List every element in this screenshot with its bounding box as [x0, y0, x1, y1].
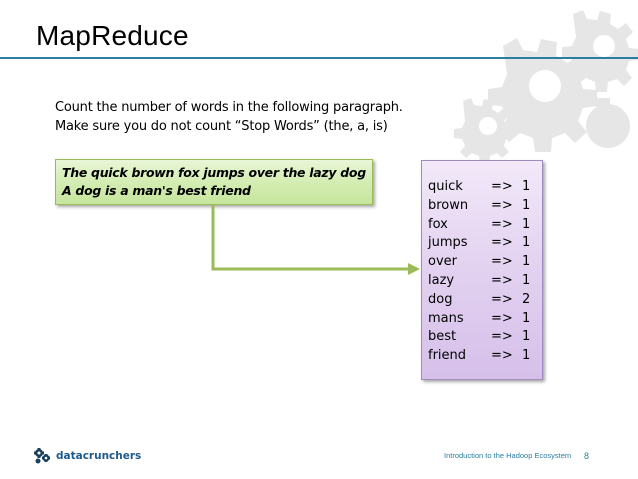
result-word: fox — [428, 216, 448, 232]
result-word: friend — [428, 348, 467, 364]
result-word: quick — [428, 179, 463, 194]
result-count: 2 — [522, 291, 531, 307]
result-count: 1 — [522, 235, 531, 251]
result-arrow: => — [491, 216, 513, 232]
result-count: 1 — [522, 348, 531, 364]
result-word: mans — [428, 310, 464, 326]
result-row — [428, 347, 542, 366]
slide-title: MapReduce — [36, 20, 189, 51]
result-count: 1 — [522, 310, 531, 326]
result-arrow: => — [491, 197, 513, 213]
result-count: 1 — [522, 216, 531, 232]
datacrunchers-logo-icon — [32, 446, 52, 466]
result-count: 1 — [522, 254, 531, 270]
result-row — [428, 234, 542, 253]
result-row — [428, 178, 542, 197]
result-word: brown — [428, 197, 469, 213]
result-count: 1 — [522, 197, 531, 213]
result-arrow: => — [491, 291, 513, 307]
result-arrow: => — [491, 329, 513, 345]
instructions-text — [55, 98, 403, 136]
result-word: best — [428, 329, 457, 345]
input-paragraph-box — [55, 159, 373, 205]
result-word: dog — [428, 291, 453, 307]
word-count-result-box — [421, 160, 543, 380]
footer-caption: Introduction to the Hadoop Ecosystem — [444, 451, 572, 460]
result-arrow: => — [491, 235, 513, 251]
result-row — [428, 328, 542, 347]
input-line: The quick brown fox jumps over the lazy dog — [62, 165, 366, 180]
result-word: jumps — [428, 235, 468, 251]
result-row — [428, 253, 542, 272]
gear-cluster-icon — [408, 6, 638, 166]
result-word: over — [428, 254, 457, 270]
result-arrow: => — [491, 254, 513, 270]
instruction-line: Count the number of words in the following paragraph. — [55, 100, 403, 115]
result-word: lazy — [428, 272, 455, 288]
page-number: 8 — [584, 451, 590, 461]
result-count: 1 — [522, 272, 531, 288]
input-line: A dog is a man's best friend — [62, 183, 251, 198]
result-row — [428, 310, 542, 329]
result-row — [428, 272, 542, 291]
result-row — [428, 216, 542, 235]
instruction-line: Make sure you do not count “Stop Words” (the, a, is) — [55, 119, 388, 134]
result-count: 1 — [522, 179, 531, 194]
result-count: 1 — [522, 329, 531, 345]
datacrunchers-logo — [32, 446, 141, 466]
result-arrow: => — [491, 348, 513, 364]
result-row — [428, 197, 542, 216]
result-arrow: => — [491, 272, 513, 288]
result-row — [428, 291, 542, 310]
result-arrow: => — [491, 310, 513, 326]
title-underline — [0, 57, 638, 59]
logo-text: datacrunchers — [56, 450, 142, 462]
result-arrow: => — [491, 179, 513, 194]
